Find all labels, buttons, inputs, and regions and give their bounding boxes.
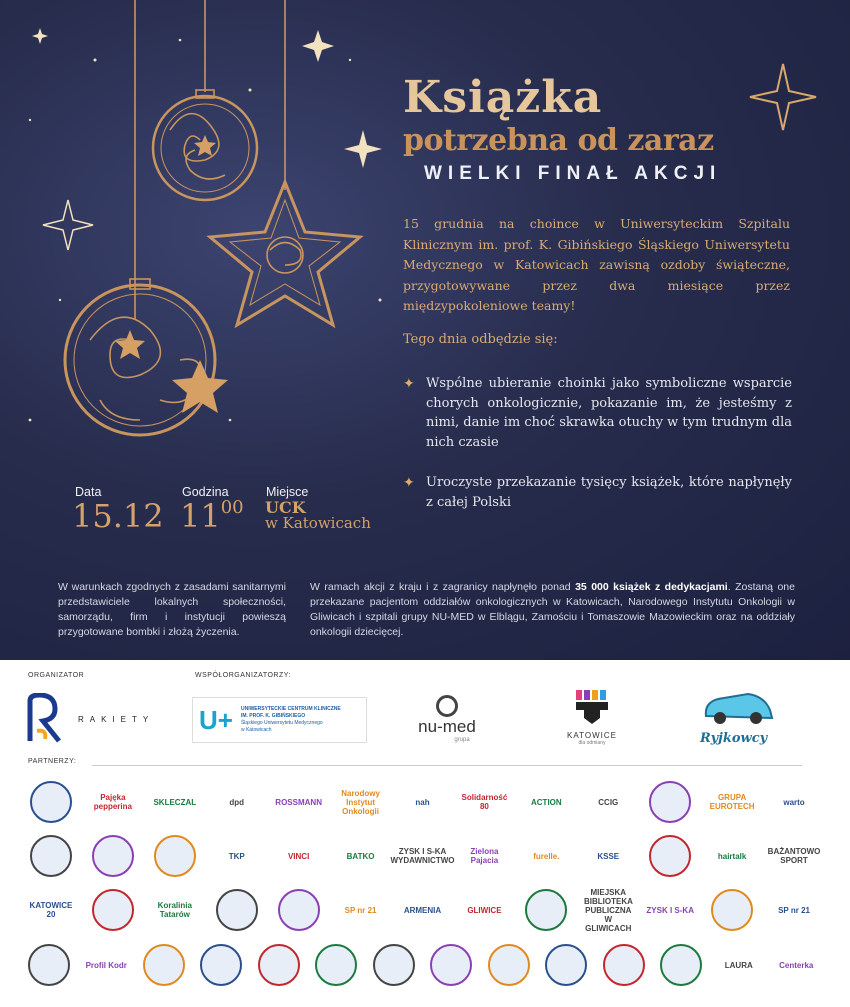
partner-logo: BATKO	[346, 851, 375, 861]
partner-logo	[542, 945, 590, 985]
partner-logo	[657, 945, 705, 985]
partner-emblem-icon	[278, 889, 320, 931]
time-value	[180, 497, 244, 535]
date-label: Data	[75, 485, 102, 499]
partner-logo: BAŻANTOWO SPORT	[767, 847, 821, 865]
partner-logo: ZYSK I S-KA WYDAWNICTWO	[390, 847, 455, 865]
partner-emblem-icon	[30, 835, 72, 877]
partner-logo	[522, 890, 570, 930]
partner-logo: TKP	[228, 851, 245, 861]
partner-logo: GRUPA EUROTECH	[709, 793, 755, 811]
intro-paragraph: 15 grudnia na choince w Uniwersyteckim Szpitalu Klinicznym im. prof. K. Gibińskiego Śląskiego Uniwersytetu Medycznego w Katowicach zawisną ozdoby świąteczne, przygotowywane przez dwa miesiące przez międzypokoleniowe teamy!	[403, 216, 790, 313]
headline-line1: Książka	[403, 72, 603, 123]
partner-logo	[213, 890, 261, 930]
time-label: Godzina	[182, 485, 229, 499]
agenda-item-1: Wspólne ubieranie choinki jako symboliczne wsparcie chorych onkologicznie, pokazanie im, że jesteśmy z nimi, danie im choć skrawka otuchy w tym trudnym dla nich czasie	[426, 376, 792, 450]
partner-logo: KSSE	[597, 851, 620, 861]
partner-logo	[485, 945, 533, 985]
partner-logo	[27, 836, 75, 876]
partner-logo: KATOWICE 20	[29, 901, 73, 919]
numed-logo: nu-med grupa	[412, 695, 482, 743]
partner-logo: LAURA	[724, 960, 753, 970]
time-hour: 11	[180, 497, 221, 535]
partner-logo	[255, 945, 303, 985]
rakiety-logo-text: RAKIETY	[78, 715, 155, 724]
partner-logo: hairtalk	[717, 851, 747, 861]
partner-logo: Zielona Pajacia	[470, 847, 499, 865]
partner-logo: Narodowy Instytut Onkologii	[341, 788, 380, 816]
rakiety-logo-icon	[25, 693, 65, 745]
partner-logo	[312, 945, 360, 985]
partner-logo: Pajęka pepperina	[93, 793, 132, 811]
bullet-star-icon: ✦	[403, 375, 415, 391]
headline-line2: potrzebna od zaraz	[403, 123, 714, 158]
partner-logo: furelle.	[533, 851, 560, 861]
co-organizers-label: WSPÓŁORGANIZATORZY:	[195, 672, 291, 679]
partner-emblem-icon	[373, 944, 415, 986]
partner-logo	[646, 782, 694, 822]
partner-logo: SKLECZAL	[153, 797, 197, 807]
partner-emblem-icon	[545, 944, 587, 986]
partner-emblem-icon	[660, 944, 702, 986]
partner-logo	[275, 890, 323, 930]
organizer-label: ORGANIZATOR	[28, 672, 85, 679]
ryjkowcy-logo: Ryjkowcy	[698, 690, 778, 745]
partner-emblem-icon	[603, 944, 645, 986]
partner-logo: ZYSK I S-KA	[646, 905, 694, 915]
headline-subtitle: WIELKI FINAŁ AKCJI	[424, 163, 722, 184]
christmas-ornaments-illustration	[0, 0, 400, 480]
partner-logo	[140, 945, 188, 985]
bullet-star-icon: ✦	[403, 474, 415, 490]
partner-logo	[600, 945, 648, 985]
numed-emblem-icon	[436, 695, 458, 717]
partner-emblem-icon	[711, 889, 753, 931]
partner-logo: Centerka	[779, 960, 814, 970]
partner-logo	[370, 945, 418, 985]
partner-logo	[27, 782, 75, 822]
partners-label: PARTNERZY:	[28, 758, 77, 765]
partner-logo: dpd	[229, 797, 245, 807]
partner-logo: ACTION	[531, 797, 562, 807]
partner-emblem-icon	[649, 835, 691, 877]
partner-logo: SP nr 21	[778, 905, 810, 915]
partner-logo: nah	[415, 797, 430, 807]
partner-emblem-icon	[258, 944, 300, 986]
partners-divider	[92, 765, 802, 766]
uck-plus-icon: U+	[199, 704, 233, 735]
partner-logo	[89, 890, 137, 930]
partner-emblem-icon	[488, 944, 530, 986]
time-minutes: 00	[220, 497, 244, 518]
partner-emblem-icon	[154, 835, 196, 877]
partner-logo: Koralinia Tatarów	[157, 901, 192, 919]
agenda-title: Tego dnia odbędzie się:	[403, 332, 558, 347]
bottom-right-text: W ramach akcji z kraju i z zagranicy napłynęło ponad 35 000 książek z dedykacjami. Zostaną one przekazane pacjentom oddziałów onkologicznych w Katowicach, Narodowego Instytutu Onkologii w Gliwicach i szpitali grupy NU-MED w Elblągu, Zamościu i Tomaszowie Mazowieckim oraz na oddziały onkologii dziecięcej.	[310, 581, 795, 638]
partner-emblem-icon	[92, 889, 134, 931]
partner-logo	[646, 836, 694, 876]
partner-logo: warto	[783, 797, 805, 807]
agenda-item-2: Uroczyste przekazanie tysięcy książek, które napłynęły z całej Polski	[426, 475, 792, 510]
partner-logo	[427, 945, 475, 985]
place-line1: UCK	[265, 498, 306, 517]
date-value: 15.12	[72, 497, 164, 535]
partner-emblem-icon	[200, 944, 242, 986]
uck-logo: U+ UNIWERSYTECKIE CENTRUM KLINICZNE IM. PROF. K. GIBIŃSKIEGO Śląskiego Uniwersytetu Medycznego w Katowicach	[192, 697, 367, 743]
partner-emblem-icon	[30, 781, 72, 823]
partner-logo: Profil Kodr	[85, 960, 127, 970]
sparkle-star-icon	[748, 62, 818, 132]
place-label: Miejsce	[266, 485, 309, 499]
partner-logo: ARMENIA	[403, 905, 442, 915]
partner-logo: Solidarność 80	[461, 793, 508, 811]
partner-emblem-icon	[315, 944, 357, 986]
partner-emblem-icon	[92, 835, 134, 877]
partner-emblem-icon	[525, 889, 567, 931]
katowice-emblem-icon	[574, 688, 610, 726]
bottom-left-text: W warunkach zgodnych z zasadami sanitarnymi przedstawiciele lokalnych społeczności, samorządu, firm i instytucji powieszą przygotowane bombki i złożą życzenia.	[58, 581, 286, 638]
car-icon	[698, 690, 778, 726]
partner-logo	[197, 945, 245, 985]
partner-logo: CCIG	[598, 797, 619, 807]
partner-logo: VINCI	[287, 851, 310, 861]
partner-logo	[89, 836, 137, 876]
partner-logo	[151, 836, 199, 876]
partner-logo	[708, 890, 756, 930]
place-line2: w Katowicach	[265, 514, 371, 532]
partner-logo: MIEJSKA BIBLIOTEKA PUBLICZNA W GLIWICACH	[583, 887, 633, 933]
katowice-logo: KATOWICE dla odmiany	[562, 688, 622, 746]
partner-logo: SP nr 21	[344, 905, 377, 915]
partner-emblem-icon	[649, 781, 691, 823]
partner-emblem-icon	[28, 944, 70, 986]
partner-logo: ROSSMANN	[275, 797, 322, 807]
partner-emblem-icon	[216, 889, 258, 931]
partner-emblem-icon	[143, 944, 185, 986]
partner-logo	[25, 945, 73, 985]
partner-emblem-icon	[430, 944, 472, 986]
partner-logo: GLIWICE	[467, 905, 502, 915]
